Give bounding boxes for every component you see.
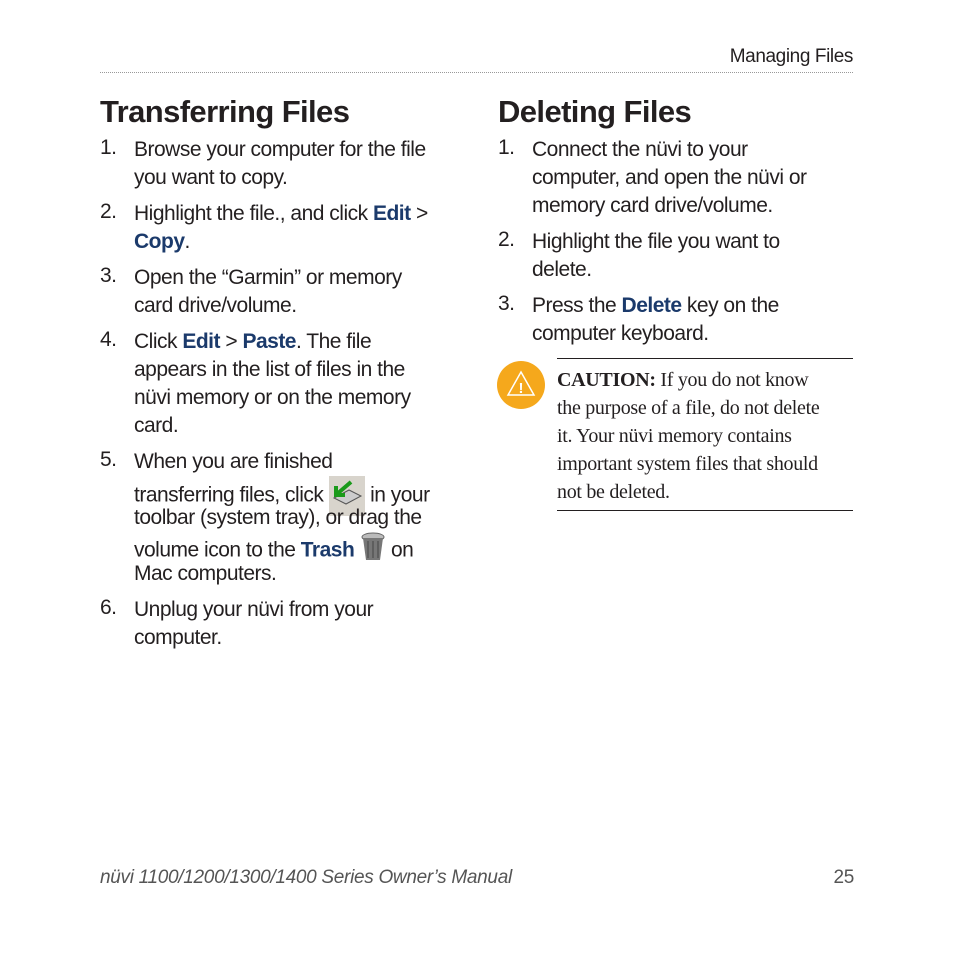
step-text: > bbox=[410, 202, 428, 225]
list-step bbox=[498, 136, 858, 220]
svg-text:!: ! bbox=[518, 380, 524, 397]
step-text: in your bbox=[364, 483, 430, 507]
footer-manual-title: nüvi 1100/1200/1300/1400 Series Owner’s Manual bbox=[100, 867, 512, 888]
caution-note bbox=[557, 358, 853, 511]
step-line bbox=[134, 328, 460, 356]
step-text: Open the “Garmin” or memory bbox=[134, 266, 402, 289]
step-text: key on the bbox=[681, 294, 779, 317]
caution-text: If you do not know bbox=[655, 369, 809, 391]
step-text: on bbox=[385, 538, 414, 562]
list-step bbox=[100, 328, 460, 440]
deleting-files-heading: Deleting Files bbox=[498, 94, 692, 129]
caution-text: not be deleted. bbox=[557, 481, 670, 503]
list-step bbox=[100, 264, 460, 320]
step-line bbox=[134, 384, 460, 412]
step-text: toolbar (system tray), or drag the bbox=[134, 506, 422, 529]
header-divider bbox=[100, 72, 853, 73]
transferring-steps-list bbox=[100, 136, 460, 660]
list-step bbox=[498, 228, 858, 284]
step-number: 6. bbox=[100, 596, 117, 619]
ui-term: Delete bbox=[621, 294, 682, 317]
step-number: 2. bbox=[100, 200, 117, 223]
step-text: Press the bbox=[532, 294, 622, 317]
caution-text: the purpose of a file, do not delete bbox=[557, 397, 820, 419]
step-text: Click bbox=[134, 330, 183, 353]
step-text: volume icon to the bbox=[134, 538, 301, 562]
step-number: 1. bbox=[100, 136, 117, 159]
section-header: Managing Files bbox=[729, 46, 853, 67]
step-text: Highlight the file you want to bbox=[532, 230, 780, 253]
caution-text: it. Your nüvi memory contains bbox=[557, 425, 792, 447]
step-line bbox=[134, 596, 460, 624]
step-text: Highlight the file., and click bbox=[134, 202, 373, 225]
list-step bbox=[498, 292, 858, 348]
step-number: 3. bbox=[100, 264, 117, 287]
step-line bbox=[134, 448, 460, 476]
step-text: > bbox=[220, 330, 243, 353]
step-line bbox=[134, 504, 460, 532]
caution-label: CAUTION: bbox=[557, 369, 656, 391]
caution-line bbox=[557, 366, 853, 394]
list-step bbox=[100, 200, 460, 256]
step-line bbox=[532, 136, 858, 164]
caution-line bbox=[557, 394, 853, 422]
step-line bbox=[134, 228, 460, 256]
step-text: When you are finished bbox=[134, 450, 333, 473]
trash-icon bbox=[360, 532, 386, 570]
step-line bbox=[134, 292, 460, 320]
step-text: appears in the list of files in the bbox=[134, 358, 405, 381]
caution-line bbox=[557, 450, 853, 478]
step-line bbox=[134, 624, 460, 652]
step-text: Mac computers. bbox=[134, 562, 277, 585]
step-line bbox=[134, 164, 460, 192]
step-text: . The file bbox=[296, 330, 372, 353]
step-text: card. bbox=[134, 414, 179, 437]
ui-term: Edit bbox=[372, 202, 411, 225]
ui-term: Copy bbox=[134, 230, 185, 253]
step-text: computer. bbox=[134, 626, 222, 649]
step-text: Connect the nüvi to your bbox=[532, 138, 748, 161]
step-line bbox=[532, 292, 858, 320]
step-line bbox=[532, 192, 858, 220]
step-text: Unplug your nüvi from your bbox=[134, 598, 374, 621]
step-line bbox=[134, 532, 460, 560]
ui-term: Paste bbox=[242, 330, 296, 353]
step-number: 2. bbox=[498, 228, 515, 251]
step-line bbox=[134, 136, 460, 164]
list-step bbox=[100, 596, 460, 652]
step-number: 1. bbox=[498, 136, 515, 159]
caution-text: important system files that should bbox=[557, 453, 818, 475]
step-number: 3. bbox=[498, 292, 515, 315]
step-text: computer keyboard. bbox=[532, 322, 709, 345]
list-step bbox=[100, 448, 460, 588]
step-line bbox=[134, 264, 460, 292]
step-text: delete. bbox=[532, 258, 592, 281]
ui-term: Trash bbox=[300, 538, 355, 562]
step-text: card drive/volume. bbox=[134, 294, 297, 317]
step-text: memory card drive/volume. bbox=[532, 194, 773, 217]
step-text: nüvi memory or on the memory bbox=[134, 386, 411, 409]
step-text: Browse your computer for the file bbox=[134, 138, 426, 161]
step-line bbox=[134, 476, 460, 507]
page-number: 25 bbox=[833, 867, 854, 888]
list-step bbox=[100, 136, 460, 192]
step-number: 4. bbox=[100, 328, 117, 351]
step-text: you want to copy. bbox=[134, 166, 288, 189]
step-text: computer, and open the nüvi or bbox=[532, 166, 807, 189]
caution-warning-icon bbox=[497, 361, 545, 409]
step-line bbox=[532, 320, 858, 348]
step-line bbox=[134, 200, 460, 228]
step-line bbox=[532, 164, 858, 192]
step-line bbox=[134, 356, 460, 384]
step-line bbox=[134, 412, 460, 440]
step-line bbox=[532, 228, 858, 256]
step-text: transferring files, click bbox=[134, 483, 329, 507]
deleting-steps-list bbox=[498, 136, 858, 356]
caution-line bbox=[557, 422, 853, 450]
transferring-files-heading: Transferring Files bbox=[100, 94, 350, 129]
step-text: . bbox=[184, 230, 190, 253]
step-number: 5. bbox=[100, 448, 117, 471]
ui-term: Edit bbox=[182, 330, 221, 353]
caution-line bbox=[557, 478, 853, 506]
step-line bbox=[532, 256, 858, 284]
step-line bbox=[134, 560, 460, 588]
